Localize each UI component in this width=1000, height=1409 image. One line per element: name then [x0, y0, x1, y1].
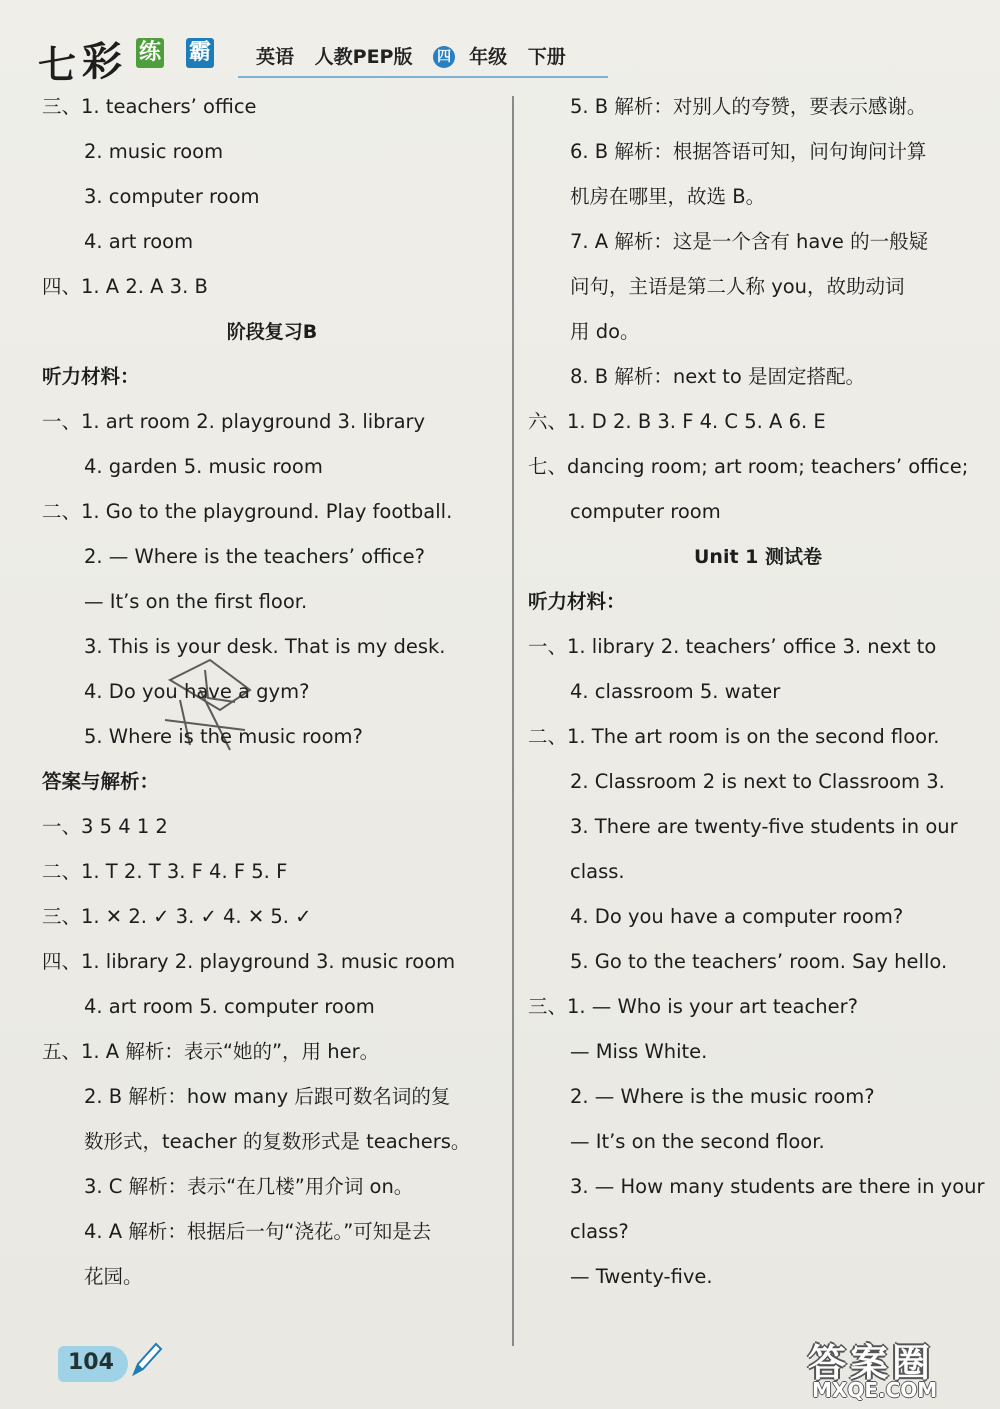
answer-line: 4. Do you have a computer room? — [570, 905, 904, 928]
answer-line: 4. Do you have a gym? — [84, 680, 310, 703]
answer-line: 2. — Where is the music room? — [570, 1085, 875, 1108]
left-column — [42, 92, 502, 1307]
grade-badge: 四 — [433, 46, 455, 68]
answer-line: — Miss White. — [570, 1040, 708, 1063]
watermark-url: MXQE.COM — [812, 1378, 938, 1402]
answer-line: 一、1. library 2. teachers’ office 3. next to — [528, 635, 937, 658]
answer-line: 6. B 解析：根据答语可知，问句询问计算 — [570, 140, 927, 163]
answer-line: computer room — [570, 500, 721, 523]
section-heading: 听力材料： — [42, 365, 140, 388]
page-number: 104 — [68, 1350, 114, 1375]
logo-box-1: 练 — [136, 38, 164, 68]
section-heading: 听力材料： — [528, 590, 626, 613]
site-watermark — [808, 1332, 988, 1404]
book-info — [256, 42, 580, 69]
answer-line: 四、1. library 2. playground 3. music room — [42, 950, 456, 973]
pencil-icon — [128, 1340, 164, 1380]
page-header — [38, 30, 598, 86]
answer-line: 4. classroom 5. water — [570, 680, 781, 703]
answer-line: 四、1. A 2. A 3. B — [42, 275, 208, 298]
answer-line: 三、1. — Who is your art teacher? — [528, 995, 858, 1018]
logo-char-1: 七 — [38, 42, 77, 87]
grade-label: 年级 — [469, 46, 508, 68]
logo-char-2: 彩 — [82, 38, 122, 85]
answer-line: class. — [570, 860, 625, 883]
answer-line: 2. Classroom 2 is next to Classroom 3. — [570, 770, 945, 793]
section-heading: 答案与解析： — [42, 770, 160, 793]
page-number-tab — [58, 1346, 128, 1382]
answer-line: — It’s on the first floor. — [84, 590, 308, 613]
answer-line: 3. computer room — [84, 185, 260, 208]
answer-line: — It’s on the second floor. — [570, 1130, 825, 1153]
answer-line: 3. This is your desk. That is my desk. — [84, 635, 446, 658]
answer-line: 问句，主语是第二人称 you，故助动词 — [570, 275, 905, 298]
answer-line: 2. music room — [84, 140, 224, 163]
answer-line: 5. B 解析：对别人的夸赞，要表示感谢。 — [570, 95, 927, 118]
edition-label: 人教PEP版 — [314, 46, 413, 68]
answer-line: 7. A 解析：这是一个含有 have 的一般疑 — [570, 230, 929, 253]
answer-line: 数形式，teacher 的复数形式是 teachers。 — [84, 1130, 471, 1153]
brand-logo — [38, 30, 238, 86]
answer-line: 二、1. Go to the playground. Play football. — [42, 500, 453, 523]
section-title: Unit 1 测试卷 — [694, 546, 822, 568]
answer-line: 六、1. D 2. B 3. F 4. C 5. A 6. E — [528, 410, 826, 433]
answer-line: 4. A 解析：根据后一句“浇花。”可知是去 — [84, 1220, 432, 1243]
logo-box-2: 霸 — [186, 38, 214, 68]
answer-line: 二、1. The art room is on the second floor. — [528, 725, 940, 748]
answer-line: 4. art room — [84, 230, 194, 253]
answer-line: 3. C 解析：表示“在几楼”用介词 on。 — [84, 1175, 414, 1198]
answer-line: 机房在哪里，故选 B。 — [570, 185, 766, 208]
answer-line: — Twenty-five. — [570, 1265, 713, 1288]
faint-stamp-mark — [150, 650, 260, 770]
watermark-logo-text: 答案圈 — [808, 1341, 935, 1385]
column-divider — [512, 96, 514, 1346]
answer-line: 二、1. T 2. T 3. F 4. F 5. F — [42, 860, 288, 883]
answer-line: 8. B 解析：next to 是固定搭配。 — [570, 365, 866, 388]
header-underline — [238, 76, 608, 78]
answer-line: 3. There are twenty-five students in our — [570, 815, 958, 838]
answer-line: class? — [570, 1220, 629, 1243]
volume-label: 下册 — [527, 46, 566, 68]
answer-line: 5. Where is the music room? — [84, 725, 363, 748]
answer-line: 3. — How many students are there in your — [570, 1175, 985, 1198]
answer-line: 一、3 5 4 1 2 — [42, 815, 168, 838]
answer-line: 三、1. ✕ 2. ✓ 3. ✓ 4. ✕ 5. ✓ — [42, 905, 312, 928]
answer-line: 七、dancing room; art room; teachers’ office; — [528, 455, 969, 478]
section-title: 阶段复习B — [226, 321, 318, 343]
answer-line: 4. art room 5. computer room — [84, 995, 375, 1018]
answer-line: 4. garden 5. music room — [84, 455, 323, 478]
answer-line: 五、1. A 解析：表示“她的”，用 her。 — [42, 1040, 380, 1063]
answer-line: 5. Go to the teachers’ room. Say hello. — [570, 950, 948, 973]
answer-line: 花园。 — [84, 1265, 143, 1288]
right-column — [528, 92, 988, 1307]
answer-line: 2. — Where is the teachers’ office? — [84, 545, 425, 568]
answer-line: 一、1. art room 2. playground 3. library — [42, 410, 426, 433]
answer-line: 2. B 解析：how many 后跟可数名词的复 — [84, 1085, 451, 1108]
subject-label: 英语 — [256, 46, 295, 68]
answer-line: 三、1. teachers’ office — [42, 95, 257, 118]
grade-group — [433, 46, 507, 68]
answer-line: 用 do。 — [570, 320, 640, 343]
